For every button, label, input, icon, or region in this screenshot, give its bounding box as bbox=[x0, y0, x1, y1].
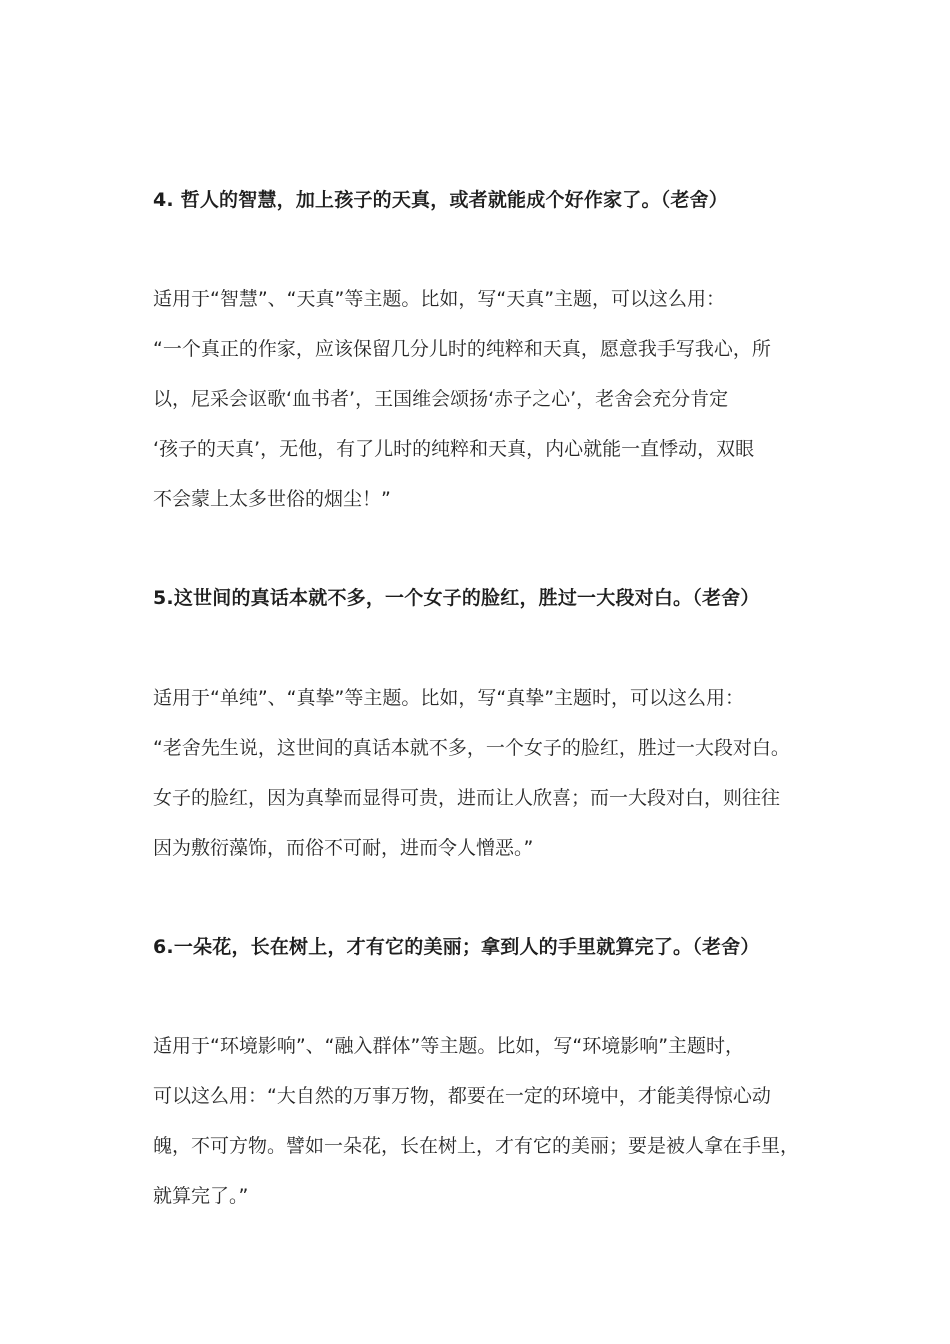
paragraph-line: ‘孩子的天真’，无他，有了儿时的纯粹和天真，内心就能一直悸动，双眼 bbox=[153, 438, 755, 460]
paragraph-line: 可以这么用：“大自然的万事万物，都要在一定的环境中，才能美得惊心动 bbox=[153, 1085, 771, 1107]
paragraph-line: 就算完了。” bbox=[153, 1185, 249, 1207]
paragraph-line: 适用于“智慧”、“天真”等主题。比如，写“天真”主题，可以这么用： bbox=[153, 288, 726, 310]
section-4-heading: 4. 哲人的智慧，加上孩子的天真，或者就能成个好作家了。（老舍） bbox=[153, 189, 728, 211]
paragraph-line: 女子的脸红，因为真挚而显得可贵，进而让人欣喜；而一大段对白，则往往 bbox=[153, 787, 781, 809]
section-6-paragraph bbox=[153, 1021, 813, 1221]
paragraph-line: 魄，不可方物。譬如一朵花，长在树上，才有它的美丽；要是被人拿在手里， bbox=[153, 1135, 800, 1157]
paragraph-line: 以，尼采会讴歌‘血书者’，王国维会颂扬‘赤子之心’，老舍会充分肯定 bbox=[153, 388, 729, 410]
section-6-heading: 6.一朵花，长在树上，才有它的美丽；拿到人的手里就算完了。（老舍） bbox=[153, 936, 760, 958]
section-4-paragraph bbox=[153, 274, 813, 524]
section-5-heading: 5.这世间的真话本就不多，一个女子的脸红，胜过一大段对白。（老舍） bbox=[153, 587, 760, 609]
paragraph-line: 适用于“单纯”、“真挚”等主题。比如，写“真挚”主题时，可以这么用： bbox=[153, 687, 745, 709]
paragraph-line: “老舍先生说，这世间的真话本就不多，一个女子的脸红，胜过一大段对白。 bbox=[153, 737, 790, 759]
paragraph-line: 因为敷衍藻饰，而俗不可耐，进而令人憎恶。” bbox=[153, 837, 534, 859]
paragraph-line: 适用于“环境影响”、“融入群体”等主题。比如，写“环境影响”主题时， bbox=[153, 1035, 745, 1057]
paragraph-line: “一个真正的作家，应该保留几分儿时的纯粹和天真，愿意我手写我心，所 bbox=[153, 338, 771, 360]
paragraph-line: 不会蒙上太多世俗的烟尘！” bbox=[153, 488, 391, 510]
section-5-paragraph bbox=[153, 673, 813, 873]
